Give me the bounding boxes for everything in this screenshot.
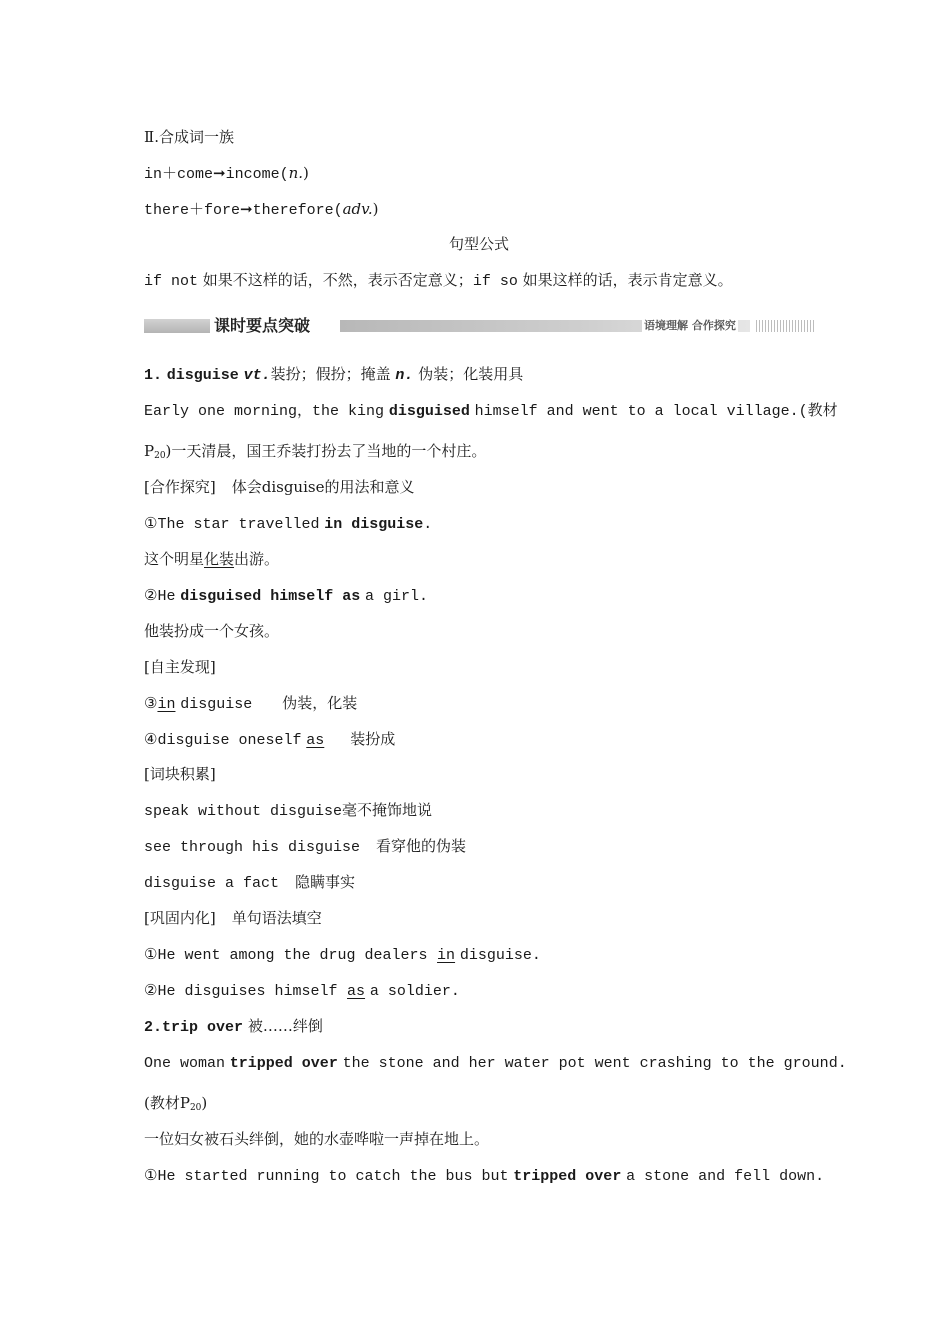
banner-stripes [756,320,814,332]
banner-title: 课时要点突破 [214,316,311,335]
arrow-icon: ➞ [213,164,226,182]
banner-left-bar [144,319,210,333]
coop-example-1-translation: 这个明星化装出游。 [144,550,280,568]
arrow-icon: ➞ [240,200,253,218]
item2-source: (教材$P_{20}$) [144,1094,208,1113]
coop-example-2: ②He disguised himself as a girl. [144,588,429,605]
compound-heading: Ⅱ.合成词一族 [144,128,234,146]
compound-word-2: there＋fore➞therefore(adv.) [144,200,379,219]
chunk-2: see through his disguise 看穿他的伪装 [144,837,467,856]
item2-example-1: ①He started running to catch the bus but tripped over a stone and fell down. [144,1168,825,1185]
self-discovery-label: [自主发现] [144,658,216,676]
item1-example-translation: $P_{20}$)一天清晨，国王乔装打扮去了当地的一个村庄。 [144,442,487,461]
exercise-2-answer: as [347,983,366,1000]
item1-example: Early one morning，the king disguised himself and went to a local village.(教材 [144,403,838,420]
exercise-1-answer: in [437,947,456,964]
item1-heading: 1. disguise vt.装扮；假扮；掩盖 n. 伪装；化装用具 [144,365,524,384]
self-discovery-3: ③in disguise 伪装，化装 [144,694,358,713]
chunk-3: disguise a fact 隐瞒事实 [144,873,356,892]
self-discovery-4: ④disguise oneself as 装扮成 [144,730,396,749]
chunk-accumulation-label: [词块积累] [144,765,216,783]
cooperate-explore: [合作探究] 体会disguise的用法和意义 [144,478,415,496]
coop-example-2-translation: 他装扮成一个女孩。 [144,622,280,640]
consolidate-label: [巩固内化] 单句语法填空 [144,909,322,927]
formula-text: if not 如果不这样的话，不然，表示否定意义；if so 如果这样的话，表示肯定意义。 [144,271,733,290]
section-banner [144,315,814,337]
item2-heading: 2.trip over 被……绊倒 [144,1017,323,1036]
banner-tag: 语境理解 合作探究 [644,319,736,332]
exercise-2: ②He disguises himself as a soldier. [144,983,460,1000]
exercise-1: ①He went among the drug dealers in disguise. [144,947,541,964]
compound-word-1: in＋come➞income(n.) [144,164,309,183]
formula-heading: 句型公式 [448,235,509,253]
item2-example: One woman tripped over the stone and her water pot went crashing to the ground. [144,1055,847,1072]
coop-example-1: ①The star travelled in disguise. [144,516,433,533]
chunk-1: speak without disguise毫不掩饰地说 [144,801,433,820]
item2-translation: 一位妇女被石头绊倒，她的水壶哗啦一声掉在地上。 [144,1130,490,1148]
